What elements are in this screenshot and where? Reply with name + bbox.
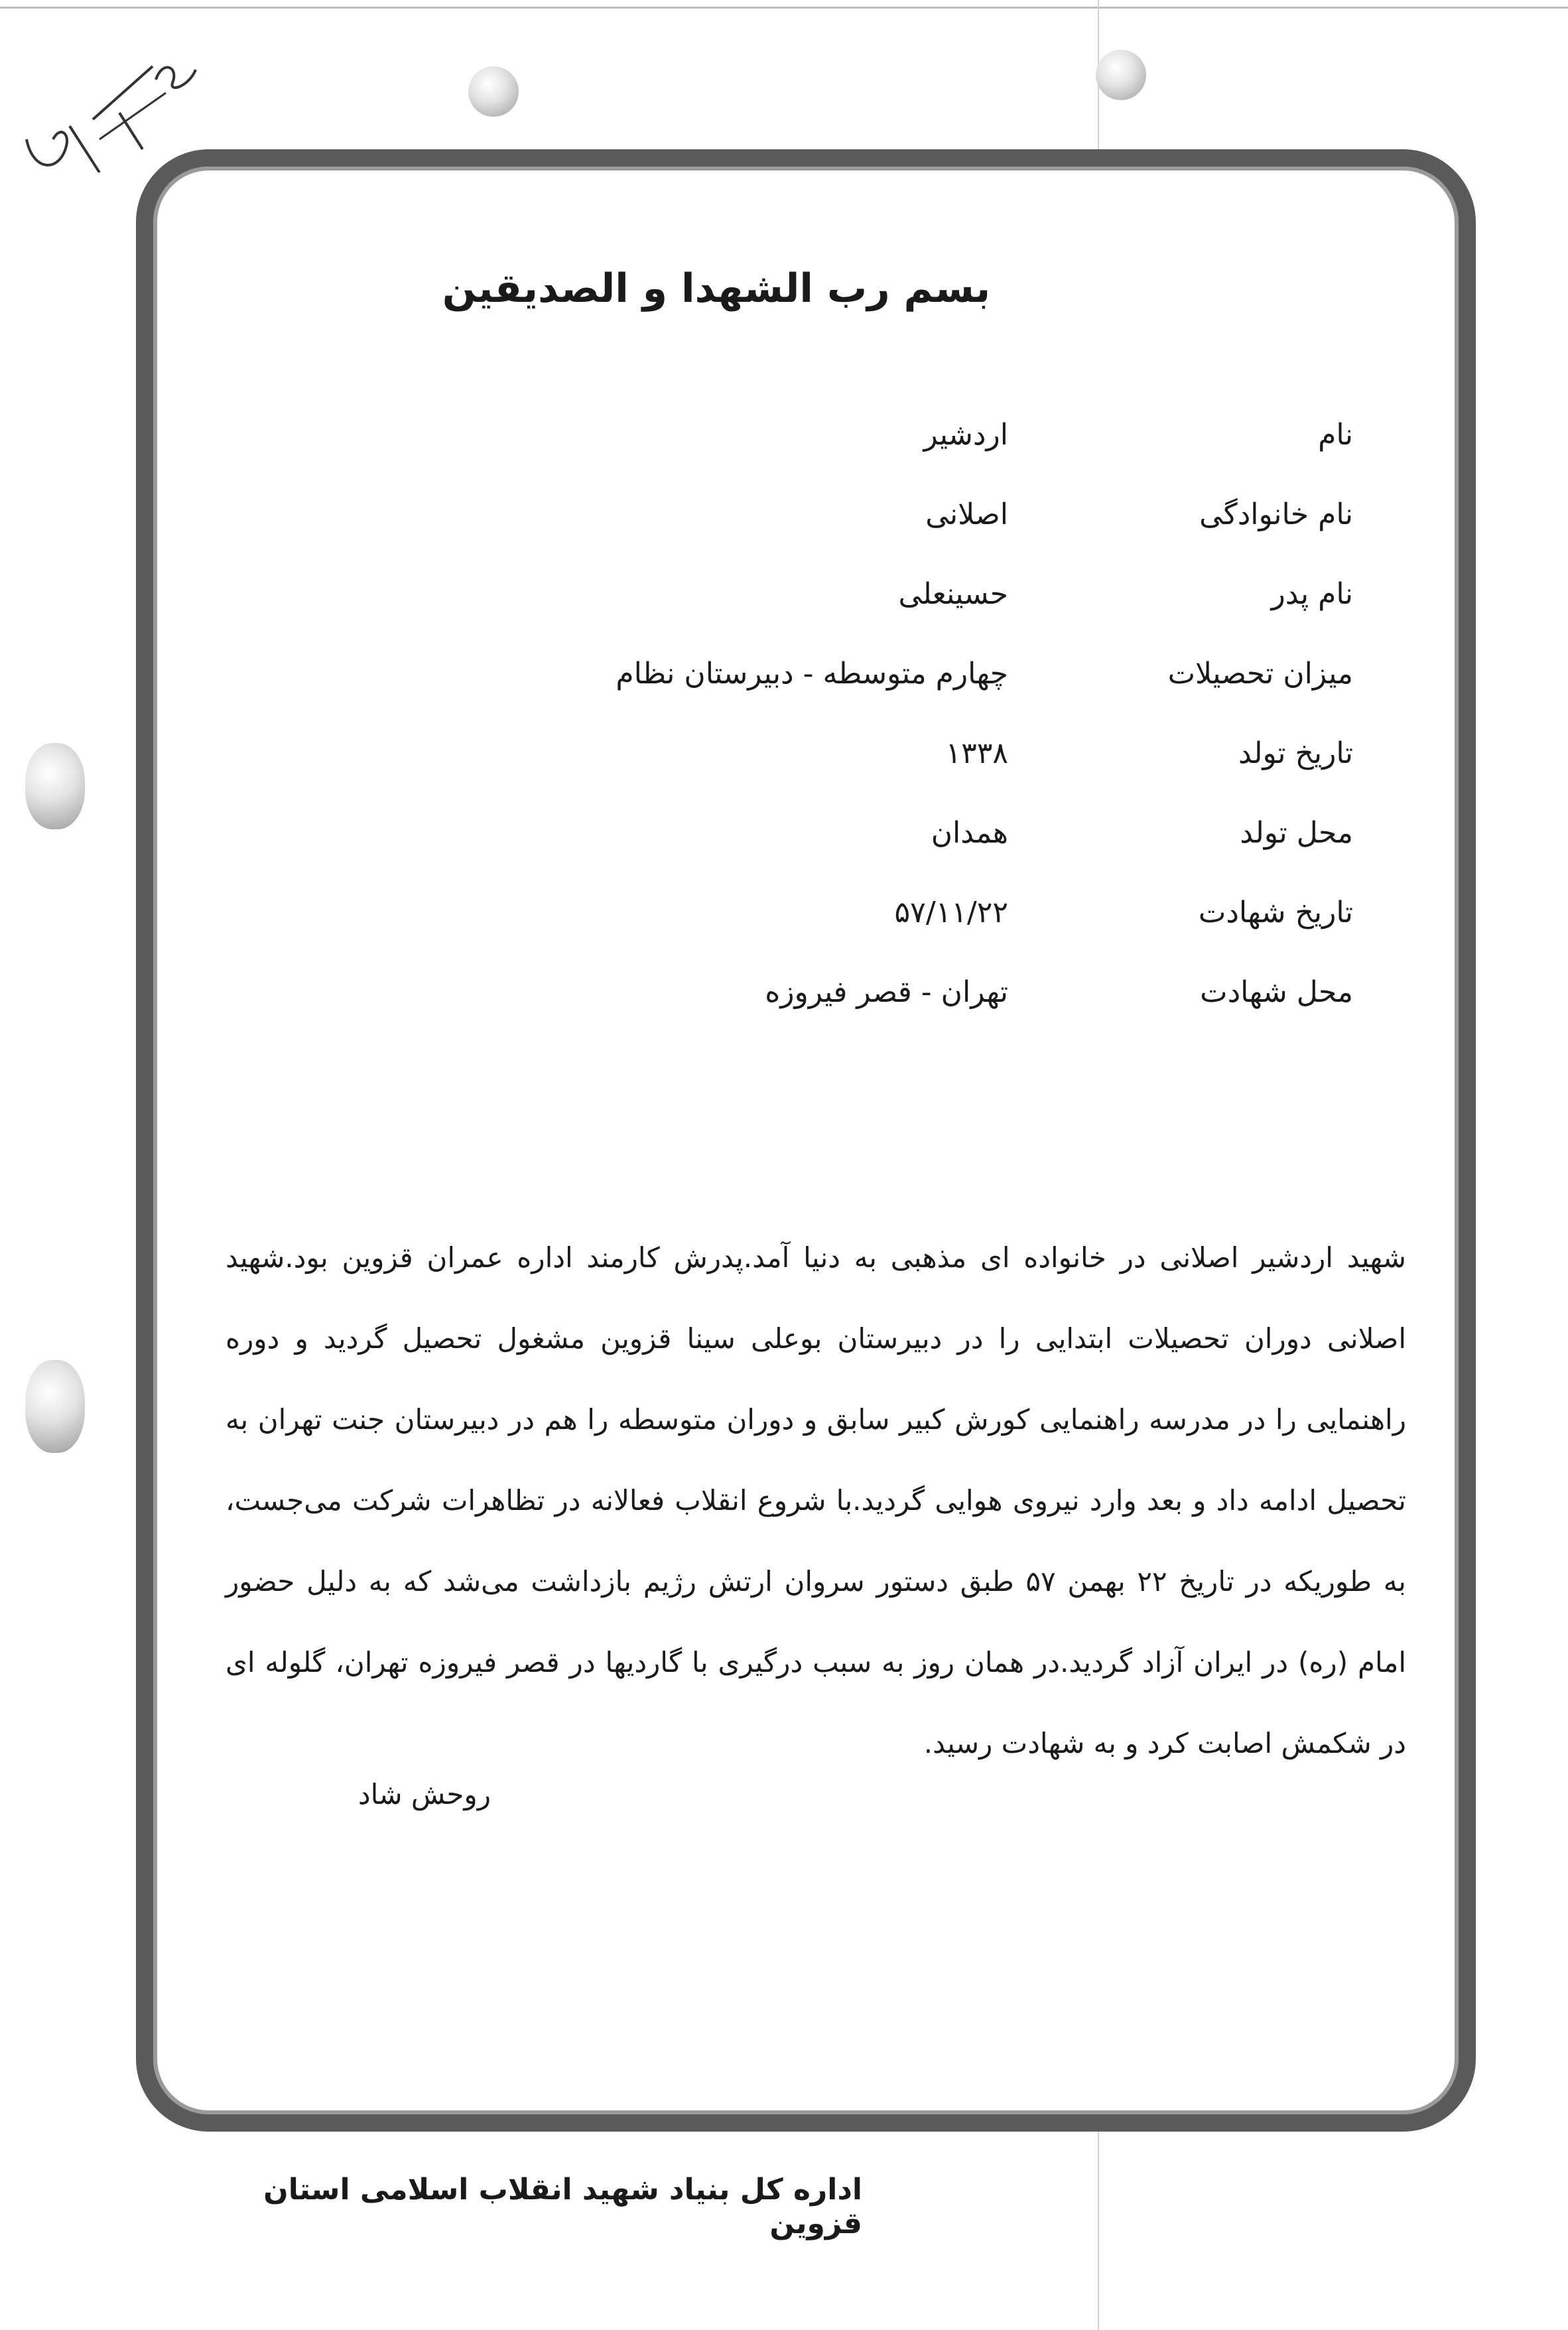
info-value: ۵۷/۱۱/۲۲ bbox=[894, 896, 1008, 929]
info-table bbox=[531, 418, 1353, 1055]
top-scan-edge bbox=[0, 7, 1568, 9]
info-row-education bbox=[531, 657, 1353, 736]
punch-hole bbox=[1096, 50, 1146, 100]
info-value: تهران - قصر فیروزه bbox=[765, 975, 1008, 1009]
info-row-martyrdom-date bbox=[531, 896, 1353, 975]
info-row-father-name bbox=[531, 577, 1353, 657]
info-row-birth-place bbox=[531, 816, 1353, 896]
closing-signature: روحش شاد bbox=[358, 1778, 491, 1811]
info-row-martyrdom-place bbox=[531, 975, 1353, 1055]
info-value: اصلانی bbox=[925, 498, 1008, 531]
punch-hole bbox=[25, 743, 85, 829]
info-label: نام پدر bbox=[1271, 577, 1353, 611]
issuing-organization-footer: اداره کل بنیاد شهید انقلاب اسلامی استان قزوین bbox=[263, 2173, 862, 2240]
info-value: اردشیر bbox=[923, 418, 1008, 452]
handwritten-number-mark bbox=[20, 40, 206, 172]
biography-paragraph: شهید اردشیر اصلانی در خانواده ای مذهبی به دنیا آمد.پدرش کارمند اداره عمران قزوین بود.شهید اصلانی دوران تحصیلات ابتدایی را در دبیرستان بوعلی سینا قزوین مشغول تحصیل گردید و دوره راهنمایی را در مدرسه راهنمایی کورش کبیر سابق و دوران متوسطه را هم در دبیرستان جنت تهران به تحصیل ادامه داد و بعد وارد نیروی هوایی گردید.با شروع انقلاب فعالانه در تظاهرات شرکت می‌جست، به طوریکه در تاریخ ۲۲ بهمن ۵۷ طبق دستور سروان ارتش رژیم بازداشت می‌شد که به دلیل حضور امام (ره) در ایران آزاد گردید.در همان روز به سبب درگیری با گاردیها در قصر فیروزه تهران، گلوله ای در شکمش اصابت کرد و به شهادت رسید. bbox=[226, 1241, 1406, 1759]
punch-hole bbox=[468, 66, 519, 117]
info-label: نام bbox=[1318, 418, 1353, 452]
info-value: حسینعلی bbox=[898, 577, 1008, 611]
info-row-family-name bbox=[531, 498, 1353, 577]
info-label: محل شهادت bbox=[1200, 975, 1353, 1009]
info-row-birth-date bbox=[531, 736, 1353, 816]
info-value: ۱۳۳۸ bbox=[945, 736, 1008, 770]
info-label: نام خانوادگی bbox=[1199, 498, 1353, 531]
info-row-name bbox=[531, 418, 1353, 498]
punch-hole bbox=[25, 1360, 85, 1453]
info-label: میزان تحصیلات bbox=[1167, 657, 1353, 691]
info-label: محل تولد bbox=[1240, 816, 1353, 850]
info-label: تاریخ شهادت bbox=[1198, 896, 1353, 929]
document-title: بسم رب الشهدا و الصدیقین bbox=[442, 265, 991, 312]
info-value: چهارم متوسطه - دبیرستان نظام bbox=[616, 657, 1008, 691]
info-label: تاریخ تولد bbox=[1238, 736, 1353, 770]
info-value: همدان bbox=[931, 816, 1008, 850]
